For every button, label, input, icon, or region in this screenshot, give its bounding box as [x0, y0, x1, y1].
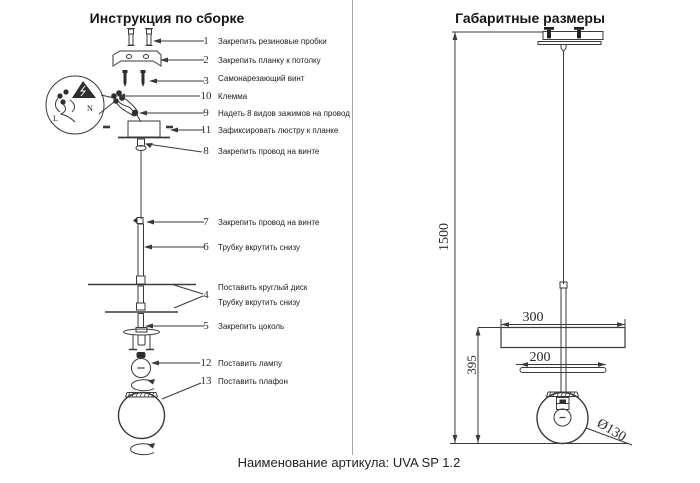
- step-label-9: Надеть 8 видов зажимов на провод: [218, 109, 350, 118]
- rubber-plugs-drawing: [127, 29, 153, 46]
- step-num-6: 6: [203, 241, 209, 253]
- detail-circle-drawing: [46, 76, 114, 134]
- dim-diameter-label: Ø130: [594, 416, 629, 446]
- small-disk-drawing: [520, 368, 606, 373]
- step-num-11: 11: [200, 124, 212, 136]
- step-num-10: 10: [200, 90, 212, 102]
- step-label-4b: Трубку вкрутить снизу: [218, 298, 301, 307]
- dimensions-title: Габаритные размеры: [455, 10, 605, 26]
- socket-drawing: [124, 328, 160, 350]
- step-label-3: Самонарезающий винт: [218, 74, 305, 83]
- step-label-4a: Поставить круглый диск: [218, 283, 308, 292]
- dim-suspension-drawing: [560, 52, 567, 393]
- leader-10: [117, 94, 200, 99]
- dim-canopy-drawing: [538, 27, 603, 52]
- step-label-10: Клемма: [218, 92, 248, 101]
- step-num-9: 9: [203, 107, 209, 119]
- step-num-1: 1: [203, 35, 209, 47]
- rotate-arrow-top: [131, 379, 155, 391]
- step-label-6: Трубку вкрутить снизу: [218, 243, 301, 252]
- dim-200-label: 200: [529, 350, 551, 365]
- rotate-arrow-bottom: [131, 443, 155, 455]
- step-num-4: 4: [203, 289, 209, 301]
- shade-drawing: [119, 393, 165, 439]
- wire-letter-n: N: [87, 104, 93, 113]
- warning-triangle-icon: [72, 81, 96, 98]
- step-label-5: Закрепить цоколь: [218, 322, 285, 331]
- leader-9: [139, 111, 204, 116]
- leader-7: [146, 220, 204, 225]
- step-num-2: 2: [203, 54, 209, 66]
- dim-1500-label: 1500: [437, 223, 452, 251]
- step-label-7: Закрепить провод на винте: [218, 218, 320, 227]
- assembly-title: Инструкция по сборке: [89, 10, 245, 26]
- leader-8: [145, 143, 202, 152]
- leader-5: [145, 324, 204, 329]
- canopy-drawing: [103, 121, 173, 219]
- step-label-12: Поставить лампу: [218, 359, 282, 368]
- step-num-7: 7: [203, 216, 209, 228]
- ceiling-strap-drawing: [113, 51, 161, 66]
- leader-6: [144, 245, 204, 250]
- tube-drawing: [137, 224, 146, 284]
- wire-cluster-drawing: [111, 90, 141, 122]
- bulb-drawing: [132, 352, 151, 378]
- leader-3: [149, 79, 204, 84]
- step-num-3: 3: [203, 75, 209, 87]
- step-label-8: Закрепить провод на винте: [218, 147, 320, 156]
- step-label-2: Закрепить планку к потолку: [218, 56, 321, 65]
- dim-395-label: 395: [464, 355, 479, 375]
- large-disk-drawing: [501, 328, 625, 348]
- leader-1: [153, 39, 204, 44]
- step-num-8: 8: [203, 145, 209, 157]
- step-num-5: 5: [203, 320, 209, 332]
- leader-13: [162, 383, 201, 399]
- leader-12: [151, 361, 200, 366]
- step-label-11: Зафиксировать люстру к планке: [218, 126, 339, 135]
- step-num-12: 12: [200, 357, 212, 369]
- article-caption: Наименование артикула: UVA SP 1.2: [237, 455, 461, 470]
- wire-letter-l: L: [53, 114, 58, 123]
- step-label-13: Поставить плафон: [218, 377, 288, 386]
- dim-shade-drawing: [537, 392, 588, 444]
- screws-drawing: [123, 70, 146, 87]
- dim-300-label: 300: [522, 310, 544, 325]
- step-label-1: Закрепить резиновые пробки: [218, 37, 327, 46]
- step-num-13: 13: [200, 375, 212, 387]
